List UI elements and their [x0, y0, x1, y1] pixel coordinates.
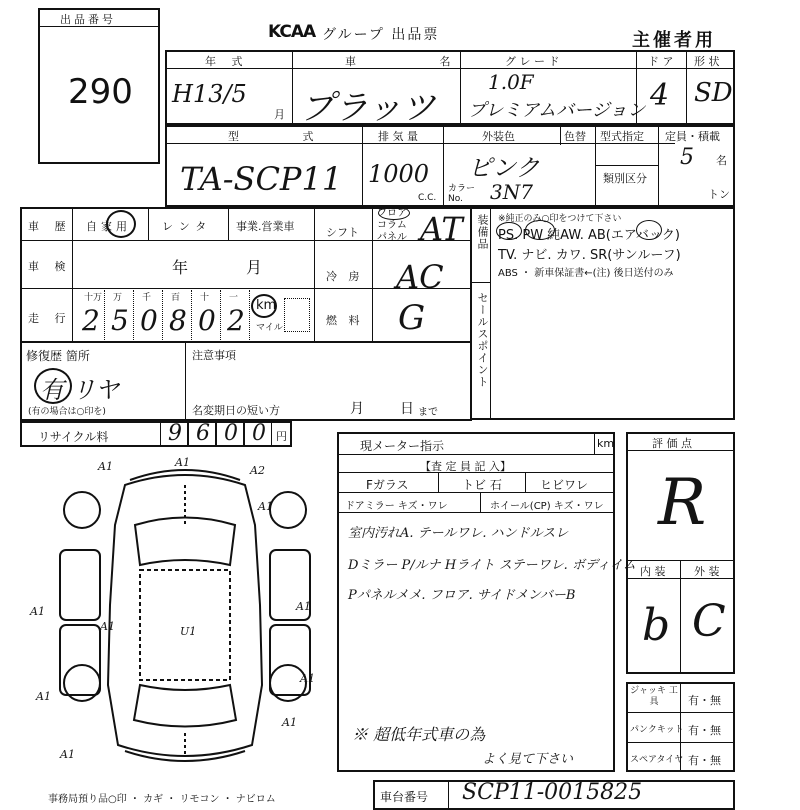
recycle-cell: [244, 421, 272, 447]
aircon-label: 冷 房: [326, 270, 364, 283]
color-code-label: カラー No.: [448, 184, 476, 204]
mileage-unit-label: 一: [229, 293, 239, 303]
repair-note: (有の場合は○印を): [28, 407, 106, 417]
ab-circle: [636, 220, 662, 240]
mileage-cell: [134, 290, 163, 340]
history-business: 事業.営業車: [236, 220, 295, 233]
mileage-unit-label: 十: [200, 293, 210, 303]
type-spec-label: 型式指定: [600, 130, 644, 143]
inspector-bottom-1: ※ 超低年式車の為: [352, 725, 486, 744]
damage-mark-3: A2: [250, 464, 265, 477]
car-name-value: プラッツ: [300, 88, 436, 128]
shift-option: コラム: [377, 220, 407, 231]
exterior-score: C: [692, 596, 726, 647]
history-label: 車 歴: [28, 220, 72, 233]
hibi-label: ヒビワレ: [540, 478, 589, 492]
door-mirror-label: ドアミラー キズ・ワレ: [345, 501, 448, 512]
color-change-label: 色替: [564, 130, 586, 143]
mileage-digit: 2: [82, 304, 100, 337]
tool-puncture-label: パンクキット: [630, 725, 684, 735]
score-label: 評 価 点: [652, 437, 692, 450]
rear-window: [134, 685, 236, 727]
grade-value-line2: プレミアムバージョン: [468, 100, 646, 121]
displacement-value: 1000: [368, 160, 430, 188]
plate-day: 日: [400, 401, 414, 417]
grade-label: グ レ ー ド: [505, 55, 560, 68]
mileage-digit: 0: [198, 304, 216, 337]
inspector-comment-2: Dミラー P/ルナ Hライト ステーワレ. ボディイム: [348, 558, 636, 573]
history-private: 自家用: [86, 220, 131, 233]
mileage-label: 走 行: [28, 312, 72, 325]
shift-option: パネル: [377, 232, 407, 243]
inspector-title: 【査 定 員 記 入】: [420, 460, 511, 473]
score-value: R: [658, 466, 707, 540]
exterior-color-value: ピンク: [468, 154, 540, 182]
capacity-unit: 名: [716, 154, 727, 167]
mileage-cell: [76, 290, 105, 340]
f-glass-label: Fガラス: [366, 478, 409, 492]
class-label: 類別区分: [603, 172, 647, 185]
model-label: 型 式: [228, 130, 344, 143]
recycle-digit: 9: [168, 421, 182, 446]
inspection-year: 年: [172, 258, 189, 277]
model-value: TA-SCP11: [180, 160, 343, 198]
wheel-fr: [270, 492, 306, 528]
office-note: 事務局預り品○印 ・ カギ ・ リモコン ・ ナビロム: [48, 794, 276, 805]
month-suffix: 月: [274, 108, 285, 121]
damage-mark-6: A1: [30, 605, 45, 618]
grade-value-line1: 1.0F: [488, 70, 534, 94]
year-label: 年 式: [205, 55, 249, 68]
cc-unit: C.C.: [418, 193, 437, 203]
exterior-label: 外 装: [694, 565, 720, 578]
repair-yes-circle: [34, 368, 72, 404]
lot-number: 290: [68, 72, 133, 112]
wheel-fl: [64, 492, 100, 528]
shift-option: フロア: [377, 208, 407, 219]
shift-label: シフト: [326, 226, 359, 239]
tobi-label: トビ 石: [462, 478, 502, 492]
mileage-digit: 5: [111, 304, 129, 337]
fuel-label: 燃 料: [326, 314, 364, 327]
history-private-circle: [106, 210, 136, 238]
recycle-label: リサイクル料: [38, 430, 109, 444]
lot-label: 出品番号: [60, 13, 116, 26]
damage-mark-10: A1: [60, 748, 75, 761]
tool-spare-value: 有・無: [688, 754, 721, 767]
capacity-label: 定員・積載: [665, 130, 720, 143]
tool-spare-label: スペアタイヤ: [630, 755, 684, 765]
fuel-value: G: [398, 298, 426, 338]
km-unit: km: [256, 298, 277, 313]
inspector-comment-1: 室内汚れA. テールワレ. ハンドルスレ: [348, 526, 569, 541]
mileage-unit-label: 千: [142, 293, 152, 303]
equipment-note: ※純正のみ○印をつけて下さい: [498, 214, 622, 224]
history-rental: レンタ: [162, 220, 213, 233]
recycle-digit: 0: [252, 421, 266, 446]
mileage-cell: [163, 290, 192, 340]
displacement-label: 排 気 量: [378, 130, 418, 143]
brand-logo: KCAA: [268, 22, 316, 42]
inspection-month: 月: [246, 258, 263, 277]
damage-mark-1: A1: [98, 460, 113, 473]
name-label: 車 名: [345, 55, 491, 68]
damage-mark-8: A1: [36, 690, 51, 703]
notes-label: 注意事項: [192, 349, 236, 362]
pw-circle: [525, 220, 555, 240]
inspection-label: 車 検: [28, 260, 72, 273]
doors-label: ド ア: [648, 55, 674, 68]
recycle-cell: [216, 421, 244, 447]
ps-circle: [496, 222, 522, 240]
shape-value: SD: [694, 78, 733, 108]
tool-jack-value: 有・無: [688, 694, 721, 707]
tool-puncture-value: 有・無: [688, 724, 721, 737]
mileage-digit: 8: [169, 304, 187, 337]
recycle-cell: [188, 421, 216, 447]
equipment-line2: TV. ナビ. カワ. SR(サンルーフ): [498, 248, 681, 263]
usage-label: 主催者用: [632, 30, 716, 51]
plate-until: まで: [418, 407, 438, 418]
sheet-title: グループ 出品票: [322, 27, 440, 43]
year-value: H13/5: [172, 80, 247, 108]
interior-score: b: [642, 600, 671, 651]
repair-value: 有 リヤ: [40, 376, 120, 404]
damage-mark-12: A1: [100, 620, 115, 633]
wheel-label: ホイール(CP) キズ・ワレ: [490, 501, 604, 512]
inspector-bottom-2: よく見て下さい: [482, 752, 574, 767]
mileage-digit: 2: [227, 304, 245, 337]
color-code-value: 3N7: [490, 180, 533, 204]
shift-floor-circle: [378, 206, 410, 220]
damage-mark-2: A1: [175, 456, 190, 469]
repair-label: 修復歴 箇所: [26, 349, 90, 363]
km-circle: [251, 294, 277, 318]
shift-value: AT: [420, 210, 463, 248]
ton-unit: トン: [708, 188, 730, 201]
recycle-digit: 0: [224, 421, 238, 446]
mileage-cell: [192, 290, 221, 340]
mileage-extra-box: [284, 298, 310, 332]
tool-jack-label: ジャッキ 工 具: [630, 686, 678, 707]
damage-mark-4: A1: [258, 500, 273, 513]
sales-point-label: セールスポイント: [476, 292, 489, 388]
meter-label: 現メーター指示: [360, 439, 445, 453]
mile-unit: マイル: [256, 323, 283, 333]
equipment-line3: ABS ・ 新車保証書←(注) 後日送付のみ: [498, 268, 674, 279]
chassis-label: 車台番号: [380, 790, 429, 804]
capacity-value: 5: [680, 145, 694, 170]
inspector-comment-3: Pパネルメメ. フロア. サイドメンバーB: [348, 588, 576, 603]
exterior-color-label: 外装色: [482, 130, 515, 143]
mileage-digit: 0: [140, 304, 158, 337]
recycle-unit: 円: [276, 430, 287, 443]
plate-month: 月: [350, 401, 364, 417]
damage-mark-9: A1: [282, 716, 297, 729]
meter-unit: km: [597, 437, 615, 450]
damage-mark-7: A1: [300, 672, 315, 685]
mileage-unit-label: 十万: [84, 293, 103, 303]
damage-mark-11: U1: [180, 625, 197, 638]
plate-label: 名変期日の短い方: [192, 404, 280, 417]
mileage-unit-label: 百: [171, 293, 181, 303]
shape-label: 形 状: [694, 55, 720, 68]
mileage-cell: [221, 290, 250, 340]
damage-mark-5: A1: [296, 600, 311, 613]
mileage-unit-label: 万: [113, 293, 123, 303]
left-door-rear: [60, 625, 100, 695]
interior-label: 内 装: [640, 565, 666, 578]
recycle-cell: [160, 421, 188, 447]
windshield: [135, 518, 235, 566]
equipment-label: 装備品: [476, 214, 489, 250]
left-door-front: [60, 550, 100, 620]
recycle-digit: 6: [196, 421, 210, 446]
aircon-value: AC: [396, 258, 444, 296]
doors-value: 4: [650, 78, 670, 113]
equipment-line1: PS. PW 純AW. AB(エアバック): [498, 228, 680, 243]
mileage-cell: [105, 290, 134, 340]
chassis-value: SCP11-0015825: [462, 780, 643, 805]
